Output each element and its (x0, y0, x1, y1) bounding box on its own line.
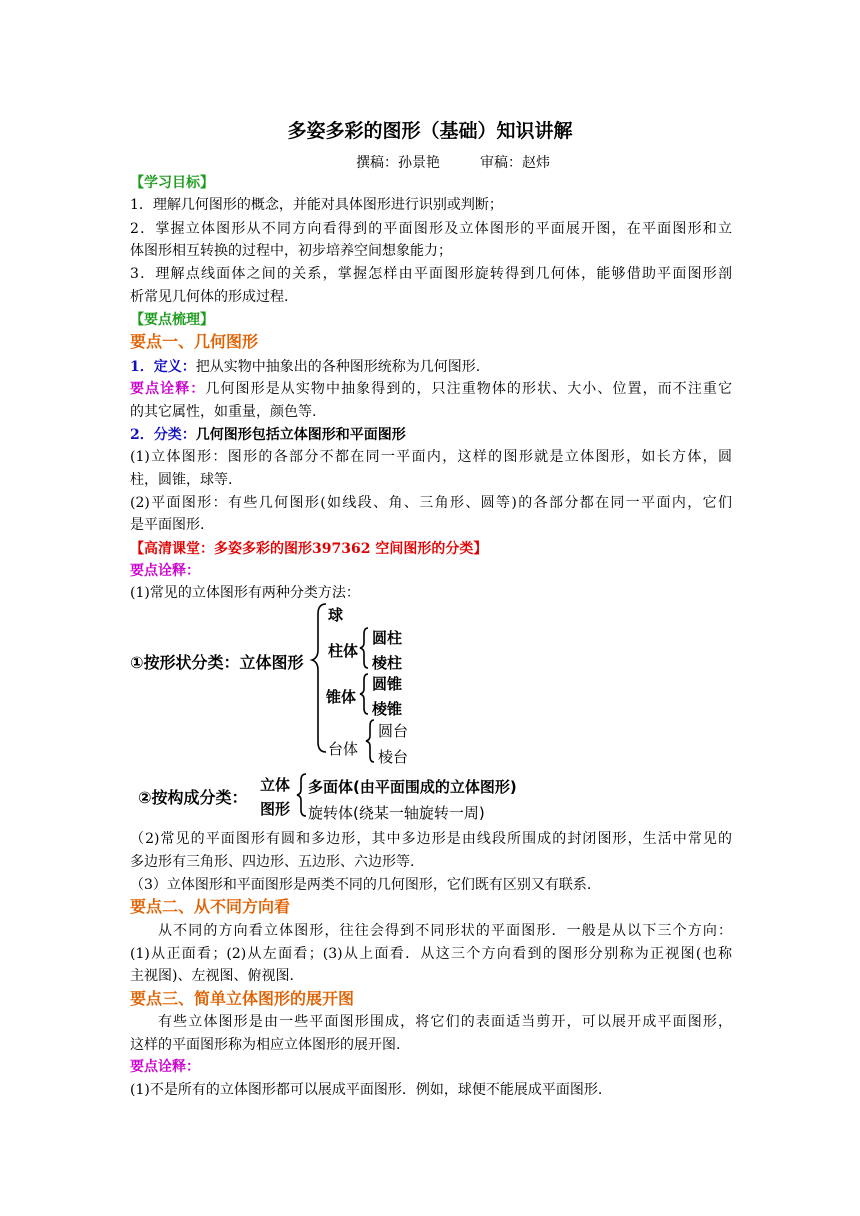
node-frustum-cone: 圆台 (378, 722, 409, 740)
plane-note-3: （3）立体图形和平面图形是两类不同的几何图形，它们既有区别又有联系. (130, 877, 592, 893)
node-frustum: 台体 (328, 740, 359, 758)
node-solid-root-1: 立体 (260, 776, 291, 794)
plane-def-2: 是平面图形. (130, 517, 205, 533)
node-pyramid: 棱锥 (372, 700, 403, 718)
point3-note-1: (1)不是所有的立体图形都可以展成平面图形．例如，球便不能展成平面图形. (130, 1082, 603, 1098)
definition-label: 1．定义： (130, 359, 196, 375)
node-prism-sub: 棱柱 (372, 654, 403, 672)
point2-text-1: 从不同的方向看立体图形，往往会得到不同形状的平面图形．一般是从以下三个方向： (158, 923, 732, 939)
note-text: 几何图形是从实物中抽象得到的，只注重物体的形状、大小、位置，而不注重它 (205, 381, 733, 397)
definition-text: 把从实物中抽象出的各种图形统称为几何图形. (195, 359, 481, 375)
node-frustum-pyramid: 棱台 (378, 748, 409, 766)
node-prism: 柱体 (328, 642, 359, 660)
point1-heading: 要点一、几何图形 (130, 332, 259, 351)
node-rotation-body: 旋转体(绕某一轴旋转一周) (308, 804, 485, 822)
solid-def-1: (1)立体图形：图形的各部分不都在同一平面内，这样的图形就是立体图形，如长方体，圆 (130, 449, 732, 465)
point2-text-3: 主视图)、左视图、俯视图. (130, 968, 294, 984)
hd-classroom-note: 【高清课堂：多姿多彩的图形397362 空间图形的分类】 (130, 541, 488, 557)
objectives-heading: 【学习目标】 (130, 175, 214, 191)
writer-credit: 撰稿：孙景艳 (356, 155, 440, 171)
point3-note-label: 要点诠释： (130, 1059, 200, 1075)
objective-item: 3．理解点线面体之间的关系，掌握怎样由平面图形旋转得到几何体，能够借助平面图形剖 (130, 266, 732, 282)
node-polyhedron: 多面体(由平面围成的立体图形) (308, 778, 517, 796)
plane-def-1: (2)平面图形：有些几何图形(如线段、角、三角形、圆等)的各部分都在同一平面内，它们 (130, 495, 732, 511)
solid-def-2: 柱，圆锥，球等. (130, 472, 233, 488)
point3-text-1: 有些立体图形是由一些平面图形围成，将它们的表面适当剪开，可以展开成平面图形， (158, 1014, 732, 1030)
point2-heading: 要点二、从不同方向看 (130, 897, 291, 916)
node-solid-root-2: 图形 (260, 800, 291, 818)
plane-note-1: （2)常见的平面图形有圆和多边形，其中多边形是由线段所围成的封闭图形，生活中常见的 (130, 831, 732, 847)
reviewer-credit: 审稿：赵炜 (480, 155, 550, 171)
note-label-2: 要点诠释： (130, 563, 200, 579)
document-title: 多姿多彩的图形（基础）知识讲解 (287, 120, 573, 142)
shape-classification-label: ①按形状分类：立体图形 (130, 653, 304, 672)
plane-note-2: 多边形有三角形、四边形、五边形、六边形等. (130, 854, 415, 870)
objective-item: 1．理解几何图形的概念，并能对具体图形进行识别或判断； (130, 197, 503, 213)
classification-text: 几何图形包括立体图形和平面图形 (195, 427, 406, 443)
classification-label: 2．分类： (130, 427, 196, 443)
methods-intro: (1)常见的立体图形有两种分类方法： (130, 585, 360, 601)
node-cone: 锥体 (326, 688, 357, 706)
node-cone-sub: 圆锥 (372, 675, 403, 693)
note-label: 要点诠释： (130, 381, 206, 397)
objective-item: 体图形相互转换的过程中，初步培养空间想象能力； (130, 243, 452, 259)
composition-classification-label: ②按构成分类： (138, 788, 248, 807)
node-cylinder: 圆柱 (372, 629, 403, 647)
point3-text-2: 这样的平面图形称为相应立体图形的展开图. (130, 1037, 401, 1053)
objective-item: 2．掌握立体图形从不同方向看得到的平面图形及立体图形的平面展开图，在平面图形和立 (130, 221, 732, 237)
point3-heading: 要点三、简单立体图形的展开图 (130, 989, 355, 1008)
summary-heading: 【要点梳理】 (130, 312, 214, 328)
node-sphere: 球 (328, 606, 344, 624)
objective-item: 析常见几何体的形成过程. (130, 289, 289, 305)
point2-text-2: (1)从正面看；(2)从左面看；(3)从上面看．从这三个方向看到的图形分别称为正视图(也称 (130, 946, 732, 962)
note-text-2: 的其它属性，如重量，颜色等. (130, 404, 317, 420)
